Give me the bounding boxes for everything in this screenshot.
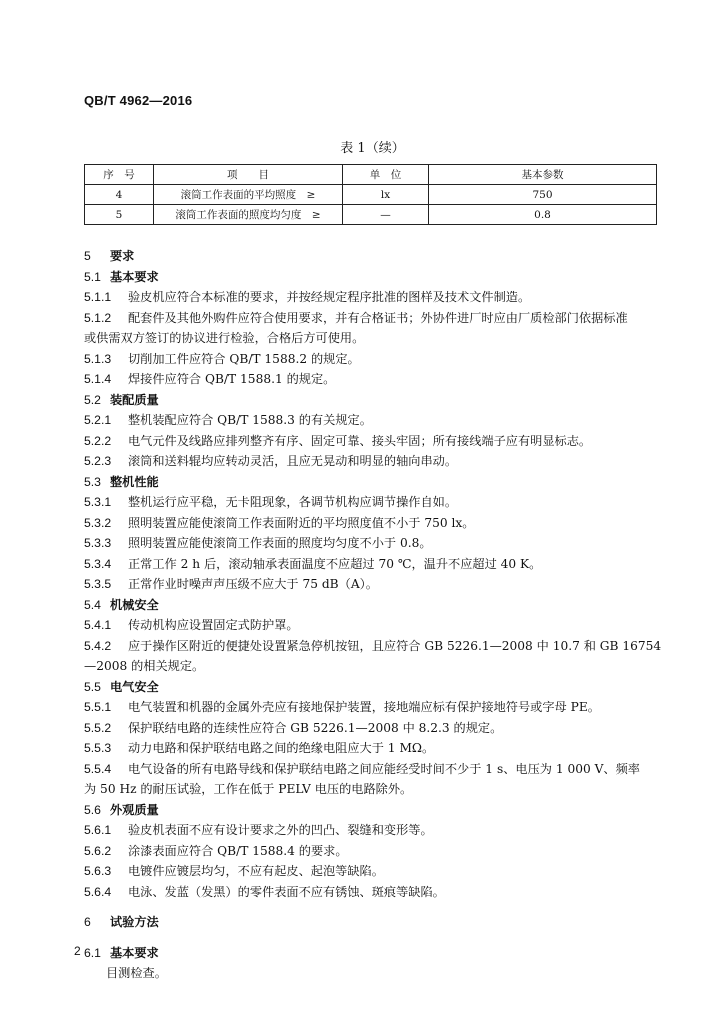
clause-line bbox=[84, 287, 660, 308]
cell-number: 5 bbox=[85, 205, 154, 225]
clause-text: 电气设备的所有电路导线和保护联结电路之间应能经受时间不少于 1 s、电压为 1 000 V、频率 bbox=[128, 761, 640, 776]
clause-text: 滚筒和送料辊均应转动灵活，且应无晃动和明显的轴向串动。 bbox=[128, 454, 458, 468]
clause-line bbox=[84, 820, 660, 841]
clause-number: 5 bbox=[84, 249, 91, 263]
clause-text: 配套件及其他外购件应符合使用要求，并有合格证书；外协件进厂时应由厂质检部门依据标准 bbox=[128, 310, 628, 325]
clause-text: 正常作业时噪声声压级不应大于 75 dB（A）。 bbox=[128, 577, 378, 591]
clause-text: 整机运行应平稳，无卡阻现象，各调节机构应调节操作自如。 bbox=[128, 495, 458, 509]
clause-line bbox=[84, 697, 660, 718]
clause-number: 5.1.3 bbox=[84, 351, 112, 366]
spacer bbox=[84, 902, 660, 912]
clause-number: 5.4 bbox=[84, 597, 101, 612]
clause-line bbox=[84, 841, 660, 862]
table-title: 表 1（续） bbox=[340, 141, 405, 156]
clause-number: 5.5.4 bbox=[84, 761, 112, 776]
subsection-heading bbox=[84, 267, 660, 288]
clause-line bbox=[84, 349, 660, 370]
section-heading bbox=[84, 246, 660, 267]
clause-text: 或供需双方签订的协议进行检验，合格后方可使用。 bbox=[84, 331, 365, 345]
clause-number: 5.2.2 bbox=[84, 433, 112, 448]
subsection-heading bbox=[84, 677, 660, 698]
clause-line bbox=[84, 574, 660, 595]
clause-text: 验皮机应符合本标准的要求，并按经规定程序批准的图样及技术文件制造。 bbox=[128, 290, 531, 304]
clause-number: 5.2.1 bbox=[84, 413, 112, 427]
clause-text: 电气安全 bbox=[110, 679, 159, 694]
clause-line bbox=[84, 615, 660, 636]
column-header-unit: 单 位 bbox=[343, 165, 429, 185]
clause-number: 5.5.3 bbox=[84, 741, 112, 755]
table-row bbox=[85, 205, 657, 225]
clause-number: 5.3.1 bbox=[84, 495, 112, 509]
clause-number: 5.3.4 bbox=[84, 556, 112, 571]
clause-text: 基本要求 bbox=[110, 945, 159, 960]
cell-unit: lx bbox=[343, 185, 429, 205]
spacer bbox=[84, 236, 660, 246]
clause-number: 5.6 bbox=[84, 802, 101, 817]
clause-text: 切削加工件应符合 QB/T 1588.2 的规定。 bbox=[128, 351, 360, 366]
clause-number: 5.1.2 bbox=[84, 310, 112, 325]
clause-number: 5.1.1 bbox=[84, 290, 112, 304]
clause-text: 目测检查。 bbox=[106, 966, 167, 980]
section-heading bbox=[84, 912, 660, 933]
continuation-line bbox=[84, 779, 660, 800]
page-number: 2 bbox=[74, 944, 81, 958]
clause-number: 5.1.4 bbox=[84, 372, 112, 386]
clause-text: 电气元件及线路应排列整齐有序、固定可靠、接头牢固；所有接线端子应有明显标志。 bbox=[128, 433, 592, 448]
clause-text: 动力电路和保护联结电路之间的绝缘电阻应大于 1 MΩ。 bbox=[128, 741, 435, 755]
clause-line bbox=[84, 636, 660, 657]
document-code: QB/T 4962—2016 bbox=[84, 93, 193, 108]
clause-text: 涂漆表面应符合 QB/T 1588.4 的要求。 bbox=[128, 843, 348, 858]
clause-text: 机械安全 bbox=[110, 597, 159, 612]
clause-number: 6.1 bbox=[84, 945, 101, 960]
clause-number: 5.5.1 bbox=[84, 700, 112, 714]
clause-text: 验皮机表面不应有设计要求之外的凹凸、裂缝和变形等。 bbox=[128, 823, 433, 837]
clause-number: 5.1 bbox=[84, 269, 101, 284]
column-header-value: 基本参数 bbox=[429, 165, 657, 185]
clause-line bbox=[84, 759, 660, 780]
clause-number: 5.3.5 bbox=[84, 577, 112, 591]
column-header-number: 序 号 bbox=[85, 165, 154, 185]
clause-line bbox=[84, 431, 660, 452]
clause-line bbox=[84, 492, 660, 513]
column-header-item: 项 目 bbox=[154, 165, 343, 185]
table-header-row bbox=[85, 165, 657, 185]
clause-text: 装配质量 bbox=[110, 392, 159, 407]
clause-text: 照明装置应能使滚筒工作表面附近的平均照度值不小于 750 lx。 bbox=[128, 515, 475, 530]
clause-text: 电气装置和机器的金属外壳应有接地保护装置，接地端应标有保护接地符号或字母 PE。 bbox=[128, 700, 600, 714]
clause-text: 保护联结电路的连续性应符合 GB 5226.1—2008 中 8.2.3 的规定。 bbox=[128, 720, 503, 735]
clause-line bbox=[84, 369, 660, 390]
clause-number: 5.4.1 bbox=[84, 618, 112, 632]
clause-text: —2008 的相关规定。 bbox=[84, 659, 205, 673]
subsection-heading bbox=[84, 943, 660, 964]
clause-number: 5.2 bbox=[84, 392, 101, 407]
clause-text: 照明装置应能使滚筒工作表面的照度均匀度不小于 0.8。 bbox=[128, 536, 432, 550]
clause-line bbox=[84, 451, 660, 472]
cell-item: 滚筒工作表面的平均照度 ≥ bbox=[154, 185, 343, 205]
clause-line bbox=[84, 410, 660, 431]
clause-line bbox=[84, 513, 660, 534]
subsection-heading bbox=[84, 390, 660, 411]
clause-text: 正常工作 2 h 后，滚动轴承表面温度不应超过 70 ℃，温升不应超过 40 K。 bbox=[128, 556, 542, 571]
document-body bbox=[84, 236, 660, 984]
parameter-table bbox=[84, 164, 657, 225]
continuation-line bbox=[84, 328, 660, 349]
clause-number: 6 bbox=[84, 915, 91, 929]
clause-text: 试验方法 bbox=[110, 915, 159, 929]
clause-text: 为 50 Hz 的耐压试验，工作在低于 PELV 电压的电路除外。 bbox=[84, 782, 413, 796]
clause-text: 整机性能 bbox=[110, 474, 159, 489]
clause-number: 5.3 bbox=[84, 474, 101, 489]
clause-line bbox=[84, 554, 660, 575]
clause-text: 应于操作区附近的便捷处设置紧急停机按钮，且应符合 GB 5226.1—2008 中 10.7 和 GB 16754 bbox=[128, 638, 662, 653]
clause-number: 5.6.4 bbox=[84, 884, 112, 899]
clause-line bbox=[84, 738, 660, 759]
clause-number: 5.5 bbox=[84, 679, 101, 694]
body-line bbox=[84, 963, 660, 984]
clause-line bbox=[84, 882, 660, 903]
clause-line bbox=[84, 533, 660, 554]
continuation-line bbox=[84, 656, 660, 677]
subsection-heading bbox=[84, 595, 660, 616]
clause-number: 5.4.2 bbox=[84, 638, 112, 653]
cell-unit: — bbox=[343, 205, 429, 225]
clause-text: 电泳、发蓝（发黑）的零件表面不应有锈蚀、斑痕等缺陷。 bbox=[128, 884, 445, 899]
clause-number: 5.5.2 bbox=[84, 720, 112, 735]
clause-text: 电镀件应镀层均匀，不应有起皮、起泡等缺陷。 bbox=[128, 864, 384, 878]
clause-text: 焊接件应符合 QB/T 1588.1 的规定。 bbox=[128, 372, 336, 386]
table-row bbox=[85, 185, 657, 205]
clause-text: 传动机构应设置固定式防护罩。 bbox=[128, 618, 299, 632]
clause-number: 5.3.3 bbox=[84, 536, 112, 550]
cell-value: 750 bbox=[429, 185, 657, 205]
clause-number: 5.2.3 bbox=[84, 454, 112, 468]
clause-number: 5.6.1 bbox=[84, 823, 112, 837]
clause-line bbox=[84, 861, 660, 882]
clause-text: 要求 bbox=[110, 249, 135, 263]
subsection-heading bbox=[84, 800, 660, 821]
clause-text: 基本要求 bbox=[110, 269, 159, 284]
spacer bbox=[84, 933, 660, 943]
clause-line bbox=[84, 718, 660, 739]
subsection-heading bbox=[84, 472, 660, 493]
clause-line bbox=[84, 308, 660, 329]
clause-text: 整机装配应符合 QB/T 1588.3 的有关规定。 bbox=[128, 413, 372, 427]
clause-number: 5.6.3 bbox=[84, 864, 112, 878]
cell-item: 滚筒工作表面的照度均匀度 ≥ bbox=[154, 205, 343, 225]
clause-number: 5.6.2 bbox=[84, 843, 112, 858]
clause-number: 5.3.2 bbox=[84, 515, 112, 530]
cell-number: 4 bbox=[85, 185, 154, 205]
cell-value: 0.8 bbox=[429, 205, 657, 225]
clause-text: 外观质量 bbox=[110, 802, 159, 817]
